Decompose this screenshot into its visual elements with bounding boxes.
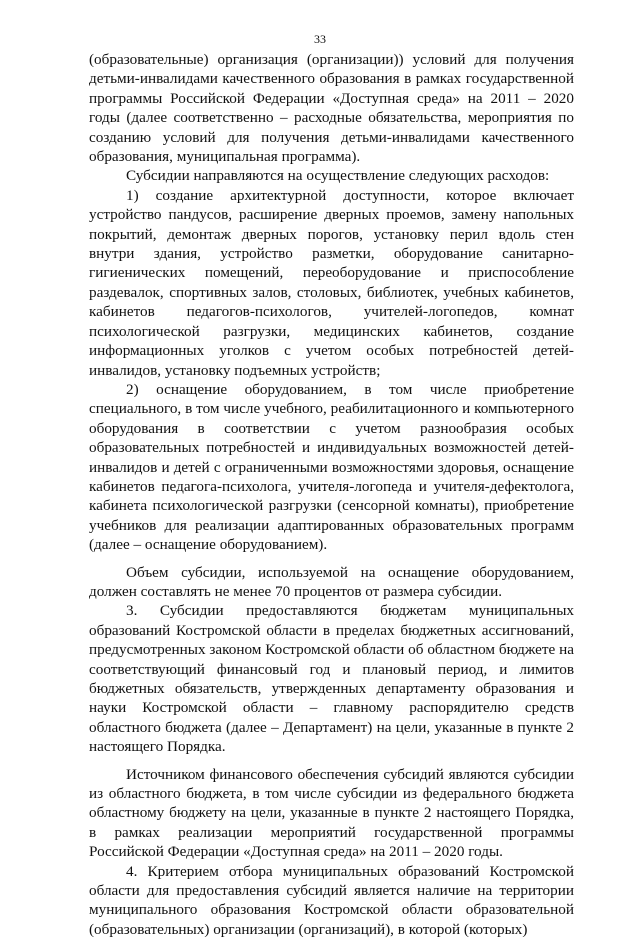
document-body [89,50,574,939]
paragraph-funding-source: Источником финансового обеспечения субсидий являются субсидии из областного бюджета, в том числе субсидии из федерального бюджета областному бюджету на цели, указанные в пункте 2 настоящего Порядка, в рамках реализации мероприятий государственной программы Российской Федерации «Доступная среда» на 2011 – 2020 годы. [89,765,574,861]
paragraph-clause-3: 3. Субсидии предоставляются бюджетам муниципальных образований Костромской области в пределах бюджетных ассигнований, предусмотренных законом Костромской области об областном бюджете на соответствующий финансовый год и плановый период, и лимитов бюджетных обязательств, утвержденных департаменту образования и науки Костромской области – главному распорядителю средств областного бюджета (далее – Департамент) на цели, указанные в пункте 2 настоящего Порядка. [89,602,574,756]
paragraph-item-2-equipment: 2) оснащение оборудованием, в том числе приобретение специального, в том числе учебного, реабилитационного и компьютерного оборудования в соответствии с учетом разнообразия особых образовательных потребностей и индивидуальных возможностей детей-инвалидов и детей с ограниченными возможностями здоровья, оснащение кабинетов педагога-психолога, учителя-логопеда и учителя-дефектолога, кабинета психологической разгрузки (сенсорной комнаты), приобретение учебников для реализации адаптированных образовательных программ (далее – оснащение оборудованием). [89,380,574,554]
page-number: 33 [314,32,326,46]
paragraph-continuation: (образовательные) организация (организации)) условий для получения детьми-инвалидами качественного образования в рамках государственной программы Российской Федерации «Доступная среда» на 2011 – 2020 годы (далее соответственно – расходные обязательства, мероприятия по созданию условий для получения детьми-инвалидами качественного образования, муниципальная программа). [89,51,574,166]
paragraph-subsidy-volume: Объем субсидии, используемой на оснащение оборудованием, должен составлять не менее 70 процентов от размера субсидии. [89,563,574,600]
paragraph-clause-4: 4. Критерием отбора муниципальных образований Костромской области для предоставления субсидий является наличие на территории муниципального образования Костромской области образовательной (образовательных) организации (организаций), в которой (которых) [89,862,574,938]
paragraph-item-1-accessibility: 1) создание архитектурной доступности, которое включает устройство пандусов, расширение дверных проемов, замену напольных покрытий, демонтаж дверных порогов, установку перил вдоль стен внутри здания, устройство разметки, оборудование санитарно-гигиенических помещений, переоборудование и приспособление раздевалок, спортивных залов, столовых, библиотек, учебных кабинетов, кабинетов педагогов-психологов, учителей-логопедов, комнат психологической разгрузки, медицинских кабинетов, создание информационных уголков с учетом особых потребностей детей-инвалидов, установку подъемных устройств; [89,186,574,379]
paragraph-subsidy-directions: Субсидии направляются на осуществление следующих расходов: [126,167,550,185]
